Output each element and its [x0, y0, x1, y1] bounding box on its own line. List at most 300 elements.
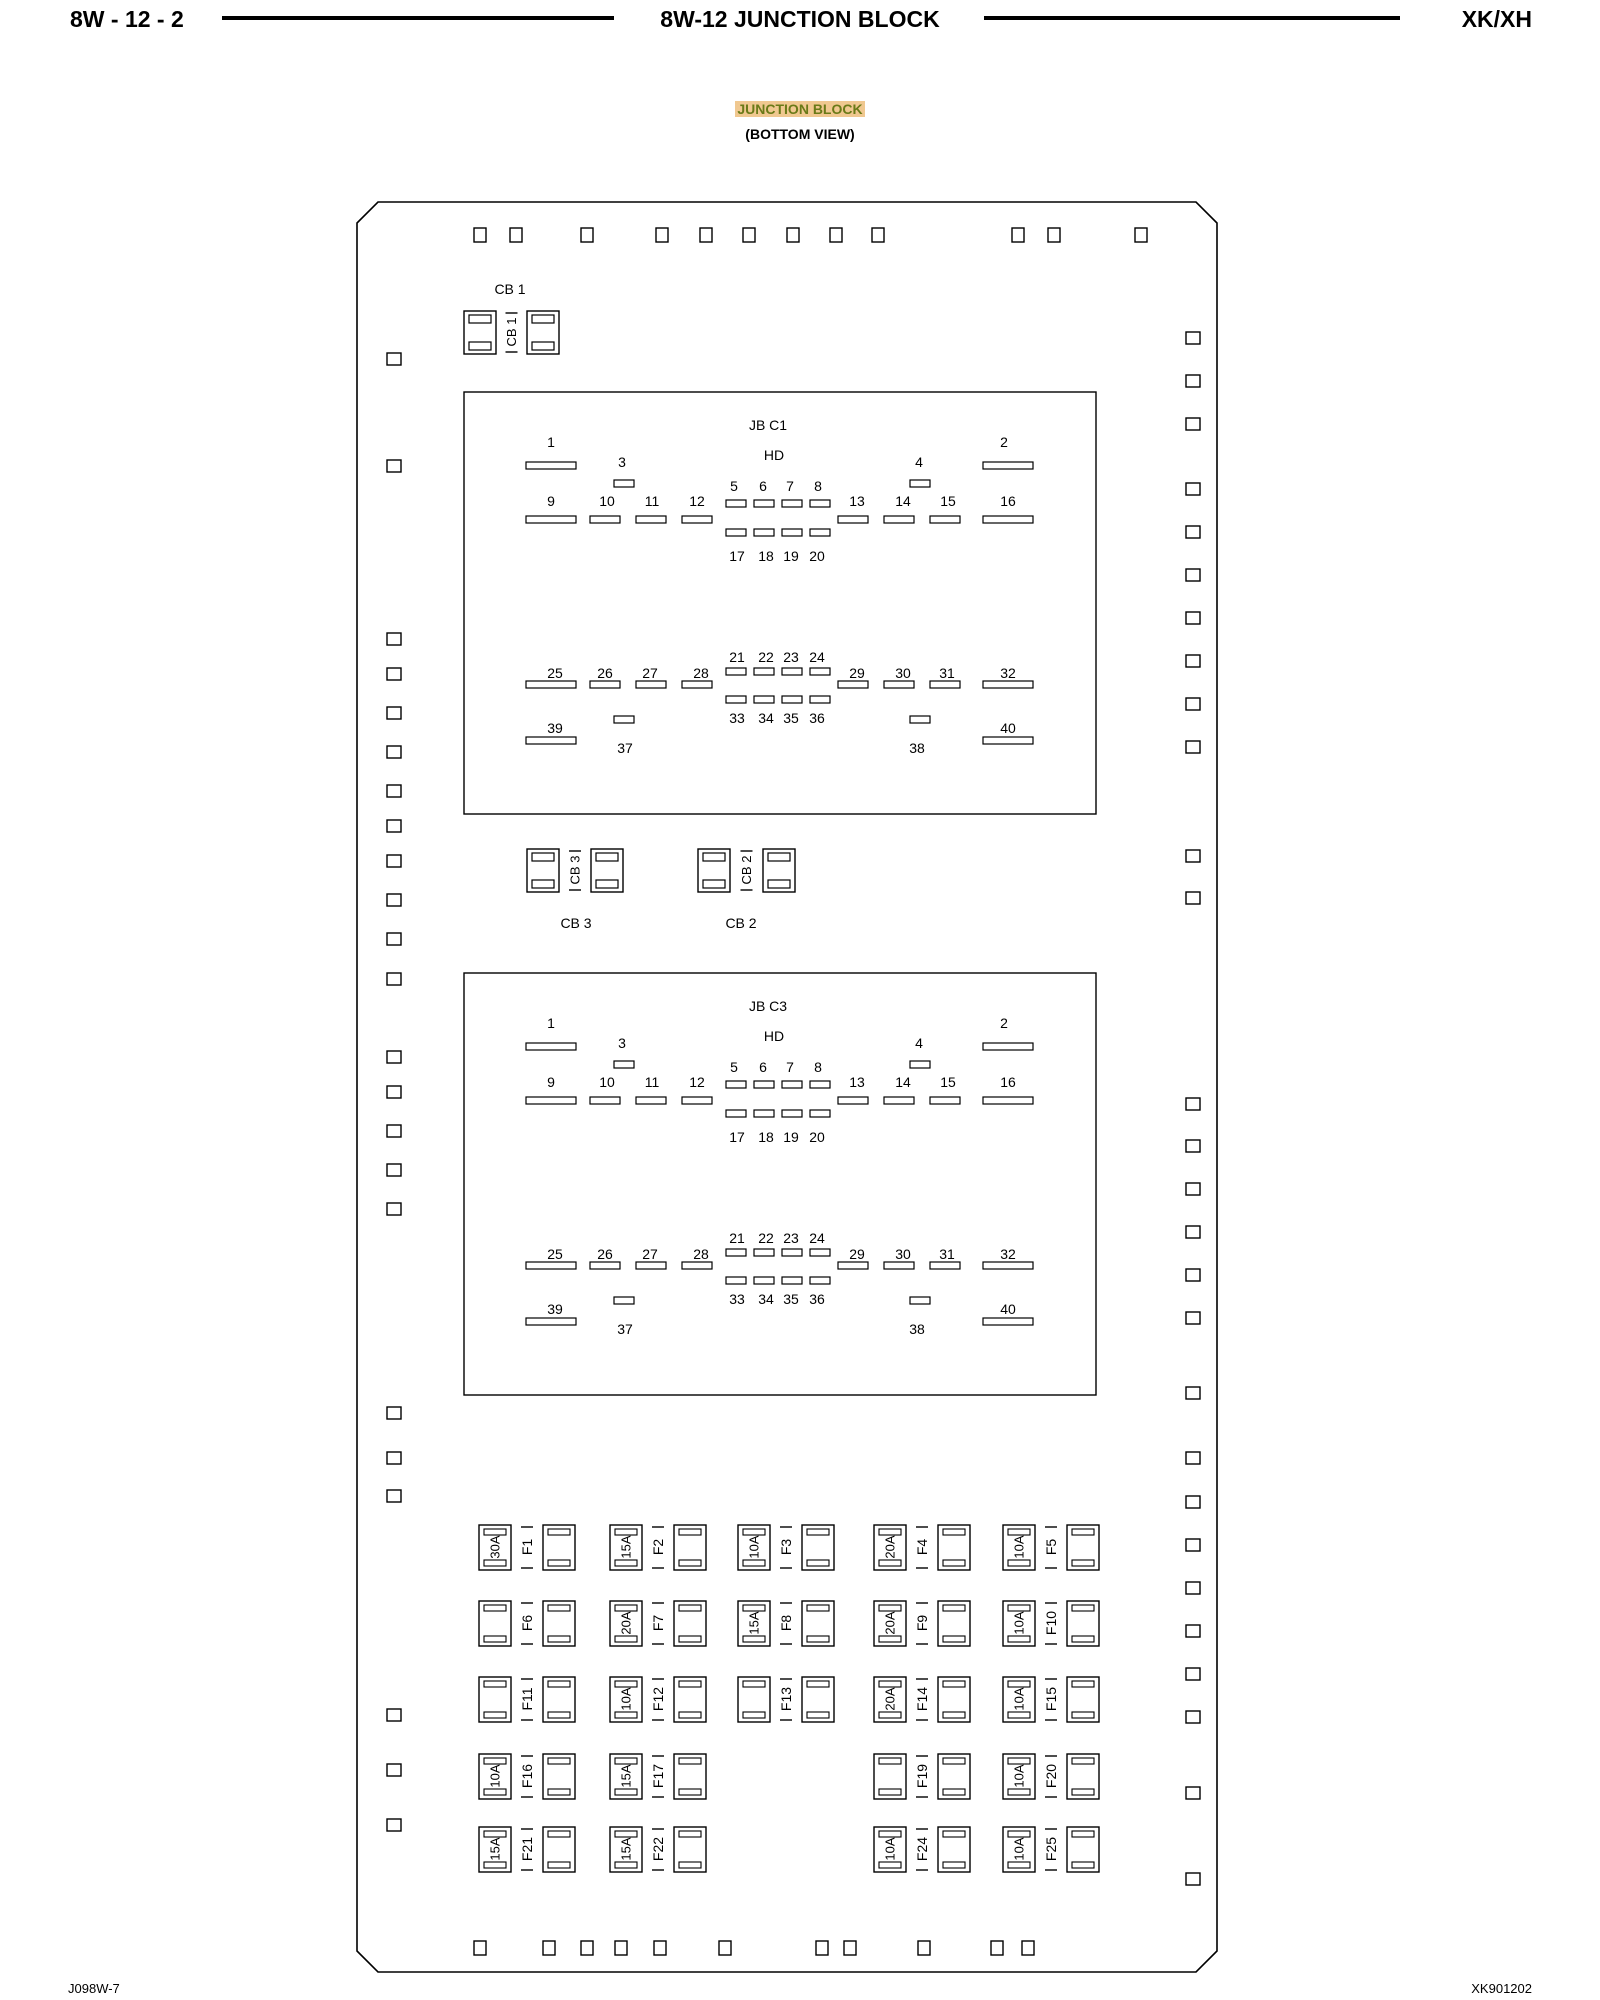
fuse-id: F10	[1043, 1610, 1059, 1636]
fuse-terminal-contact	[1008, 1605, 1030, 1611]
mounting-tab	[1186, 1098, 1200, 1110]
connector-pin-label: 37	[617, 740, 633, 756]
mounting-tab	[1186, 1668, 1200, 1680]
fuse-f25	[1003, 1827, 1099, 1872]
fuse-f24	[874, 1827, 970, 1872]
fuse-terminal-contact	[615, 1529, 637, 1535]
connector-pin-slot	[526, 1318, 576, 1325]
fuse-terminal-contact	[1072, 1529, 1094, 1535]
connector-pin-label: 34	[758, 710, 774, 726]
connector-pin-slot	[590, 1097, 620, 1104]
connector-pin-slot	[983, 516, 1033, 523]
fuse-terminal-contact	[615, 1789, 637, 1795]
mounting-tab	[1186, 1873, 1200, 1885]
connector-pin-slot	[782, 668, 802, 675]
mounting-tab	[474, 228, 486, 242]
fuse-id: F17	[650, 1763, 666, 1789]
mounting-tab	[387, 894, 401, 906]
fuse-terminal-contact	[807, 1560, 829, 1566]
mounting-tab	[387, 855, 401, 867]
fuse-terminal-contact	[743, 1636, 765, 1642]
fuse-terminal-contact	[679, 1681, 701, 1687]
fuse-terminal-contact	[807, 1681, 829, 1687]
mounting-tab	[1186, 655, 1200, 667]
fuse-terminal-contact	[548, 1605, 570, 1611]
breaker-terminal-contact	[469, 315, 491, 323]
fuse-terminal-contact	[943, 1789, 965, 1795]
connector-pin-slot	[754, 1277, 774, 1284]
fuse-rating: 20A	[618, 1611, 634, 1635]
fuse-f12	[610, 1677, 706, 1722]
connector-pin-label: 17	[729, 1129, 745, 1145]
mounting-tab	[387, 1819, 401, 1831]
connector-pin-slot	[682, 516, 712, 523]
connector-pin-label: 23	[783, 1230, 799, 1246]
fuse-terminal-contact	[615, 1636, 637, 1642]
connector-pin-label: 25	[547, 1246, 563, 1262]
fuse-terminal-contact	[484, 1758, 506, 1764]
fuse-f10	[1003, 1601, 1099, 1646]
connector-pin-slot	[682, 1097, 712, 1104]
connector-pin-slot	[726, 1081, 746, 1088]
connector-pin-slot	[614, 1297, 634, 1304]
fuse-terminal-contact	[484, 1636, 506, 1642]
connector-pin-label: 8	[814, 1059, 822, 1075]
mounting-tab	[872, 228, 884, 242]
fuse-terminal-contact	[615, 1681, 637, 1687]
fuse-terminal-contact	[548, 1712, 570, 1718]
connector-pin-slot	[884, 1262, 914, 1269]
connector-pin-slot	[930, 516, 960, 523]
connector-jb-c3	[464, 973, 1096, 1395]
fuse-f6	[479, 1601, 575, 1646]
fuse-rating: 10A	[1011, 1764, 1027, 1788]
fuse-terminal-contact	[484, 1529, 506, 1535]
fuse-terminal-contact	[615, 1831, 637, 1837]
mounting-tab	[656, 228, 668, 242]
fuse-terminal-contact	[1008, 1681, 1030, 1687]
connector-pin-label: 3	[618, 1035, 626, 1051]
mounting-tab	[615, 1941, 627, 1955]
connector-pin-label: 30	[895, 1246, 911, 1262]
fuse-terminal-contact	[1008, 1636, 1030, 1642]
connector-pin-label: 24	[809, 1230, 825, 1246]
fuse-terminal-contact	[943, 1560, 965, 1566]
mounting-tab	[1186, 1711, 1200, 1723]
fuse-terminal-contact	[679, 1605, 701, 1611]
fuse-f8	[738, 1601, 834, 1646]
connector-pin-slot	[754, 500, 774, 507]
mounting-tab	[1186, 698, 1200, 710]
mounting-tab	[743, 228, 755, 242]
mounting-tab	[1186, 1496, 1200, 1508]
fuse-terminal-contact	[548, 1529, 570, 1535]
connector-pin-label: 5	[730, 1059, 738, 1075]
fuse-terminal-contact	[1072, 1862, 1094, 1868]
fuse-terminal-contact	[879, 1560, 901, 1566]
connector-pin-slot	[526, 1043, 576, 1050]
connector-pin-slot	[782, 1249, 802, 1256]
fuse-id: F13	[778, 1686, 794, 1712]
mounting-tab	[387, 668, 401, 680]
connector-pin-slot	[810, 1081, 830, 1088]
connector-pin-slot	[782, 1110, 802, 1117]
fuse-terminal-contact	[879, 1681, 901, 1687]
connector-pin-slot	[810, 668, 830, 675]
fuse-id: F2	[650, 1538, 666, 1556]
connector-pin-label: 1	[547, 1015, 555, 1031]
fuse-terminal-contact	[679, 1560, 701, 1566]
fuse-terminal-contact	[548, 1862, 570, 1868]
mounting-tab	[654, 1941, 666, 1955]
connector-pin-label: 36	[809, 710, 825, 726]
fuse-rating: 10A	[1011, 1535, 1027, 1559]
fuse-terminal-contact	[807, 1605, 829, 1611]
mounting-tab	[1186, 483, 1200, 495]
mounting-tab	[387, 633, 401, 645]
connector-pin-slot	[810, 500, 830, 507]
mounting-tab	[1186, 569, 1200, 581]
connector-pin-slot	[754, 668, 774, 675]
fuse-terminal-contact	[1008, 1758, 1030, 1764]
fuse-f14	[874, 1677, 970, 1722]
connector-pin-slot	[838, 1262, 868, 1269]
mounting-tab	[581, 1941, 593, 1955]
fuse-terminal-contact	[679, 1529, 701, 1535]
connector-pin-label: 33	[729, 1291, 745, 1307]
fuse-f16	[479, 1754, 575, 1799]
drawing-id: XK901202	[1471, 1981, 1532, 1996]
breaker-terminal-contact	[768, 880, 790, 888]
connector-pin-slot	[810, 1249, 830, 1256]
fuse-terminal-contact	[615, 1560, 637, 1566]
fuse-terminal-contact	[743, 1560, 765, 1566]
fuse-rating: 10A	[1011, 1837, 1027, 1861]
mounting-tab	[1186, 375, 1200, 387]
fuse-terminal-contact	[548, 1560, 570, 1566]
connector-pin-slot	[726, 500, 746, 507]
mounting-tab	[918, 1941, 930, 1955]
fuse-terminal-contact	[679, 1789, 701, 1795]
connector-pin-slot	[983, 462, 1033, 469]
connector-pin-label: 13	[849, 1074, 865, 1090]
mounting-tab	[387, 1203, 401, 1215]
fuse-terminal-contact	[484, 1681, 506, 1687]
fuse-terminal-contact	[615, 1862, 637, 1868]
connector-pin-label: 27	[642, 665, 658, 681]
fuse-terminal-contact	[879, 1712, 901, 1718]
mounting-tab	[387, 1407, 401, 1419]
connector-pin-label: 25	[547, 665, 563, 681]
connector-pin-slot	[726, 1249, 746, 1256]
mounting-tab	[816, 1941, 828, 1955]
connector-pin-slot	[614, 716, 634, 723]
fuse-terminal-contact	[615, 1712, 637, 1718]
connector-pin-label: 18	[758, 548, 774, 564]
connector-pin-slot	[682, 1262, 712, 1269]
fuse-terminal-contact	[484, 1712, 506, 1718]
fuse-terminal-contact	[679, 1636, 701, 1642]
fuse-terminal-contact	[548, 1789, 570, 1795]
connector-pin-label: 14	[895, 493, 911, 509]
connector-pin-slot	[590, 681, 620, 688]
connector-pin-label: 11	[644, 493, 660, 509]
fuse-terminal-contact	[943, 1758, 965, 1764]
connector-pin-slot	[726, 529, 746, 536]
fuse-terminal-contact	[1072, 1681, 1094, 1687]
fuse-terminal-contact	[943, 1712, 965, 1718]
fuse-id: F25	[1043, 1836, 1059, 1862]
fuse-rating: 15A	[618, 1764, 634, 1788]
connector-pin-label: 7	[786, 478, 794, 494]
section-title: 8W-12 JUNCTION BLOCK	[660, 6, 940, 32]
connector-pin-label: 10	[599, 1074, 615, 1090]
connector-pin-label: 40	[1000, 1301, 1016, 1317]
connector-type: HD	[763, 447, 785, 463]
fuse-f7	[610, 1601, 706, 1646]
connector-pin-slot	[983, 737, 1033, 744]
fuse-terminal-contact	[1072, 1789, 1094, 1795]
connector-pin-label: 35	[783, 1291, 799, 1307]
fuse-terminal-contact	[943, 1831, 965, 1837]
connector-pin-slot	[782, 529, 802, 536]
connector-pin-label: 24	[809, 649, 825, 665]
fuse-f9	[874, 1601, 970, 1646]
fuse-id: F14	[914, 1686, 930, 1712]
connector-pin-label: 12	[689, 493, 705, 509]
mounting-tab	[1186, 418, 1200, 430]
mounting-tab	[719, 1941, 731, 1955]
mounting-tab	[387, 1452, 401, 1464]
fuse-rating: 10A	[882, 1837, 898, 1861]
breaker-terminal-contact	[596, 880, 618, 888]
fuse-terminal-contact	[548, 1758, 570, 1764]
connector-pin-label: 4	[915, 1035, 923, 1051]
connector-pin-label: 27	[642, 1246, 658, 1262]
fuse-terminal-contact	[1008, 1560, 1030, 1566]
mounting-tab	[1186, 526, 1200, 538]
fuse-rating: 30A	[487, 1535, 503, 1559]
mounting-tab	[387, 460, 401, 472]
fuse-terminal-contact	[1072, 1560, 1094, 1566]
connector-pin-label: 18	[758, 1129, 774, 1145]
fuse-id: F21	[519, 1836, 535, 1862]
connector-pin-label: 36	[809, 1291, 825, 1307]
mounting-tab	[991, 1941, 1003, 1955]
mounting-tab	[543, 1941, 555, 1955]
connector-pin-slot	[983, 1097, 1033, 1104]
connector-pin-slot	[910, 716, 930, 723]
mounting-tab	[387, 1490, 401, 1502]
connector-pin-label: 21	[729, 1230, 745, 1246]
fuse-f20	[1003, 1754, 1099, 1799]
fuse-rating: 10A	[618, 1687, 634, 1711]
mounting-tab	[387, 1051, 401, 1063]
connector-pin-label: 37	[617, 1321, 633, 1337]
fuse-f22	[610, 1827, 706, 1872]
connector-pin-slot	[930, 1262, 960, 1269]
fuse-id: F8	[778, 1614, 794, 1632]
mounting-tab	[787, 228, 799, 242]
connector-pin-label: 2	[1000, 434, 1008, 450]
fuse-terminal-contact	[807, 1712, 829, 1718]
fuse-rating: 20A	[882, 1611, 898, 1635]
connector-pin-label: 40	[1000, 720, 1016, 736]
fuse-terminal-contact	[943, 1529, 965, 1535]
connector-pin-slot	[810, 1110, 830, 1117]
connector-pin-slot	[930, 681, 960, 688]
connector-pin-label: 23	[783, 649, 799, 665]
connector-pin-slot	[782, 1081, 802, 1088]
mounting-tab	[1186, 1582, 1200, 1594]
mounting-tab	[1186, 892, 1200, 904]
fuse-terminal-contact	[615, 1605, 637, 1611]
mounting-tab	[387, 820, 401, 832]
fuse-terminal-contact	[879, 1862, 901, 1868]
connector-jb-c1	[464, 392, 1096, 814]
connector-pin-label: 16	[1000, 1074, 1016, 1090]
fuse-terminal-contact	[548, 1831, 570, 1837]
fuse-terminal-contact	[548, 1636, 570, 1642]
fuse-terminal-contact	[484, 1605, 506, 1611]
vehicle-code: XK/XH	[1461, 6, 1532, 32]
fuse-terminal-contact	[743, 1681, 765, 1687]
fuse-f5	[1003, 1525, 1099, 1570]
fuse-f11	[479, 1677, 575, 1722]
breaker-terminal-contact	[703, 880, 725, 888]
connector-pin-slot	[782, 696, 802, 703]
fuse-terminal-contact	[879, 1605, 901, 1611]
fuse-id: F11	[519, 1687, 535, 1711]
mounting-tab	[1186, 332, 1200, 344]
connector-pin-slot	[782, 1277, 802, 1284]
connector-name: JB C1	[748, 417, 788, 433]
connector-pin-slot	[754, 696, 774, 703]
fuse-terminal-contact	[1072, 1636, 1094, 1642]
fuse-id: F12	[650, 1686, 666, 1712]
mounting-tab	[387, 707, 401, 719]
connector-pin-slot	[782, 500, 802, 507]
fuse-id: F4	[914, 1538, 930, 1556]
fuse-terminal-contact	[1008, 1529, 1030, 1535]
mounting-tab	[387, 1125, 401, 1137]
connector-pin-slot	[910, 1297, 930, 1304]
breaker-id: CB 3	[567, 855, 583, 885]
fuse-terminal-contact	[879, 1789, 901, 1795]
mounting-tab	[387, 353, 401, 365]
mounting-tab	[387, 1164, 401, 1176]
connector-pin-slot	[526, 1097, 576, 1104]
connector-pin-slot	[636, 1262, 666, 1269]
fuse-terminal-contact	[879, 1529, 901, 1535]
connector-type: HD	[763, 1028, 785, 1044]
fuse-terminal-contact	[679, 1712, 701, 1718]
breaker-terminal-contact	[703, 853, 725, 861]
fuse-id: F6	[519, 1614, 535, 1632]
connector-pin-label: 21	[729, 649, 745, 665]
connector-pin-slot	[526, 681, 576, 688]
mounting-tab	[1186, 1387, 1200, 1399]
fuse-terminal-contact	[879, 1758, 901, 1764]
connector-pin-label: 29	[849, 1246, 865, 1262]
page-number: 8W - 12 - 2	[70, 6, 184, 32]
mounting-tab	[1186, 1787, 1200, 1799]
mounting-tab	[700, 228, 712, 242]
mounting-tab	[510, 228, 522, 242]
connector-pin-slot	[884, 681, 914, 688]
connector-pin-label: 29	[849, 665, 865, 681]
mounting-tab	[1186, 1539, 1200, 1551]
fuse-terminal-contact	[484, 1831, 506, 1837]
connector-pin-label: 34	[758, 1291, 774, 1307]
breaker-terminal-contact	[768, 853, 790, 861]
breaker-caption: CB 1	[494, 281, 526, 297]
connector-pin-label: 38	[909, 1321, 925, 1337]
connector-pin-slot	[726, 1110, 746, 1117]
connector-pin-label: 33	[729, 710, 745, 726]
connector-pin-label: 30	[895, 665, 911, 681]
connector-pin-slot	[754, 1249, 774, 1256]
connector-pin-slot	[590, 516, 620, 523]
fuse-id: F15	[1043, 1686, 1059, 1712]
connector-pin-slot	[810, 696, 830, 703]
connector-pin-label: 16	[1000, 493, 1016, 509]
fuse-id: F9	[914, 1614, 930, 1632]
fuse-terminal-contact	[943, 1862, 965, 1868]
connector-pin-label: 15	[940, 493, 956, 509]
connector-pin-label: 3	[618, 454, 626, 470]
fuse-id: F1	[519, 1538, 535, 1556]
fuse-f15	[1003, 1677, 1099, 1722]
connector-pin-label: 28	[693, 665, 709, 681]
fuse-terminal-contact	[807, 1529, 829, 1535]
mounting-tab	[387, 1086, 401, 1098]
breaker-terminal-contact	[469, 342, 491, 350]
mounting-tab	[1022, 1941, 1034, 1955]
fuse-terminal-contact	[484, 1789, 506, 1795]
connector-pin-label: 14	[895, 1074, 911, 1090]
fuse-terminal-contact	[1008, 1831, 1030, 1837]
mounting-tab	[1186, 1312, 1200, 1324]
connector-pin-label: 15	[940, 1074, 956, 1090]
mounting-tab	[1186, 612, 1200, 624]
diagram-subtitle: (BOTTOM VIEW)	[745, 126, 855, 142]
connector-pin-label: 39	[547, 1301, 563, 1317]
connector-pin-slot	[526, 737, 576, 744]
connector-pin-label: 7	[786, 1059, 794, 1075]
fuse-rating: 10A	[746, 1535, 762, 1559]
connector-pin-slot	[838, 1097, 868, 1104]
fuse-terminal-contact	[879, 1831, 901, 1837]
mounting-tab	[1186, 1452, 1200, 1464]
mounting-tab	[1186, 741, 1200, 753]
fuse-terminal-contact	[679, 1831, 701, 1837]
circuit-breaker-1	[464, 281, 559, 354]
connector-pin-slot	[614, 1061, 634, 1068]
connector-pin-label: 11	[644, 1074, 660, 1090]
fuse-rating: 15A	[487, 1837, 503, 1861]
connector-name: JB C3	[748, 998, 788, 1014]
connector-pin-label: 22	[758, 1230, 774, 1246]
connector-pin-label: 10	[599, 493, 615, 509]
fuse-terminal-contact	[943, 1605, 965, 1611]
fuse-terminal-contact	[615, 1758, 637, 1764]
fuse-terminal-contact	[1072, 1758, 1094, 1764]
connector-pin-label: 22	[758, 649, 774, 665]
connector-pin-label: 9	[547, 493, 555, 509]
diagram-title: JUNCTION BLOCK	[737, 101, 863, 117]
fuse-rating: 20A	[882, 1687, 898, 1711]
